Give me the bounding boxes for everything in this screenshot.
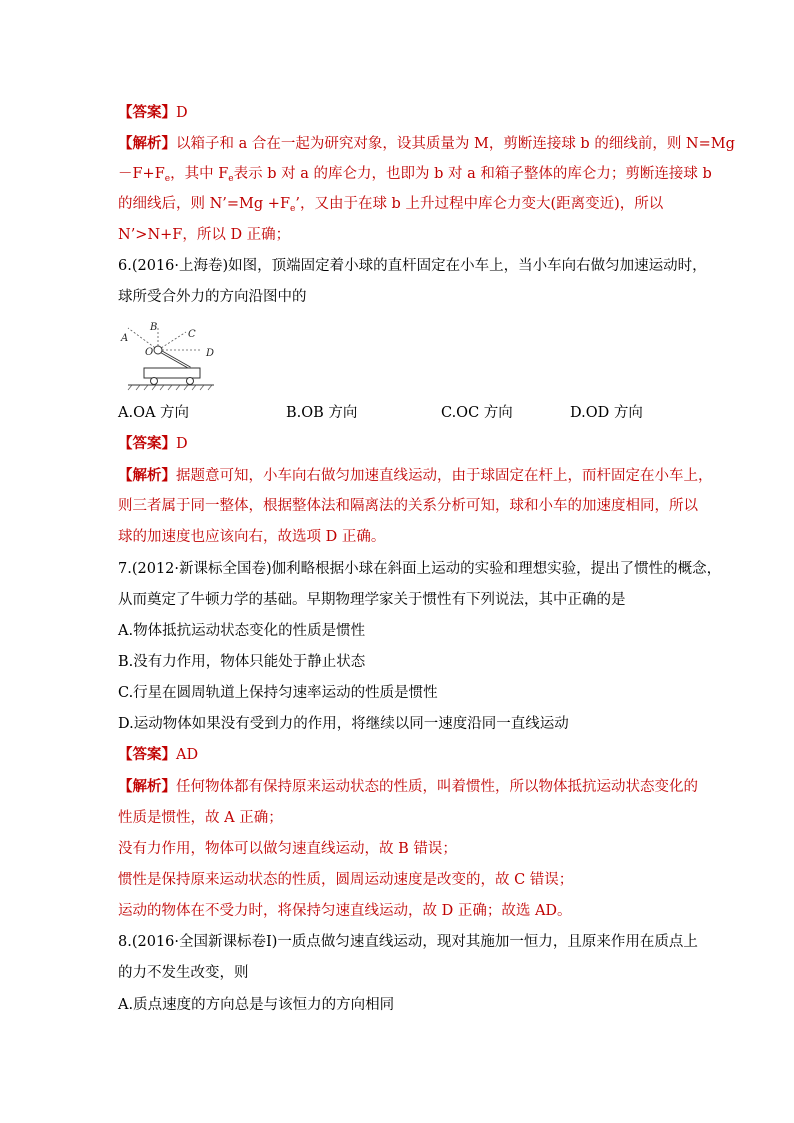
q5-analysis-line-2 <box>118 164 712 189</box>
q6-answer-line <box>118 434 188 454</box>
analysis-text: ’，又由于在球 b 上升过程中库仑力变大(距离变近)，所以 <box>295 196 664 212</box>
cart-rod-ball-figure <box>118 320 228 392</box>
analysis-tag: 【解析】 <box>118 135 176 152</box>
q8-stem-line-2: 的力不发生改变，则 <box>118 965 249 981</box>
q6-analysis-line-3: 球的加速度也应该向右，故选项 D 正确。 <box>118 529 386 545</box>
q7-answer-line <box>118 745 198 765</box>
q7-analysis-line-3: 没有力作用，物体可以做匀速直线运动，故 B 错误； <box>118 841 457 857</box>
ball <box>154 346 162 354</box>
analysis-text: 表示 b 对 a 的库仑力，也即为 b 对 a 和箱子整体的库仑力；剪断连接球 b <box>233 166 712 182</box>
subscript: e <box>290 204 296 214</box>
q5-answer-line <box>118 103 188 123</box>
ground-hatching <box>128 385 212 390</box>
q6-stem-line-1: 6.(2016·上海卷)如图，顶端固定着小球的直杆固定在小车上，当小车向右做匀加速运动时， <box>118 258 707 274</box>
answer-tag: 【答案】 <box>118 746 176 763</box>
q7-analysis-line-2: 性质是惯性，故 A 正确； <box>118 810 283 826</box>
q6-option-d: D.OD 方向 <box>570 405 643 421</box>
answer-value: D <box>176 105 188 121</box>
label-o: O <box>145 347 154 358</box>
analysis-text: 的细线后，则 N’=Mg +F <box>118 196 291 212</box>
label-c: C <box>188 329 196 340</box>
answer-value: AD <box>176 747 199 763</box>
answer-tag: 【答案】 <box>118 435 176 452</box>
analysis-text: －F+F <box>118 166 165 182</box>
answer-tag: 【答案】 <box>118 104 176 121</box>
q7-option-b: B.没有力作用，物体只能处于静止状态 <box>118 654 366 670</box>
q7-option-c: C.行星在圆周轨道上保持匀速率运动的性质是惯性 <box>118 685 438 701</box>
q7-analysis-line-5: 运动的物体在不受力时，将保持匀速直线运动，故 D 正确；故选 AD。 <box>118 903 572 919</box>
q6-analysis-line-2: 则三者属于同一整体，根据整体法和隔离法的关系分析可知，球和小车的加速度相同，所以 <box>118 498 698 514</box>
q6-stem-line-2: 球所受合外力的方向沿图中的 <box>118 289 307 305</box>
q5-analysis-line-4 <box>118 225 290 245</box>
q5-analysis-line-1 <box>118 134 735 154</box>
q7-stem-line-1: 7.(2012·新课标全国卷)伽利略根据小球在斜面上运动的实验和理想实验，提出了惯性的概念， <box>118 561 722 577</box>
analysis-text: 任何物体都有保持原来运动状态的性质，叫着惯性，所以物体抵抗运动状态变化的 <box>176 779 698 795</box>
analysis-text: 以箱子和 a 合在一起为研究对象，设其质量为 M，剪断连接球 b 的细线前，则 N=Mg <box>176 136 735 152</box>
cart-wheel-right <box>187 378 194 385</box>
q7-analysis-line-1 <box>118 777 698 797</box>
q7-analysis-line-4: 惯性是保持原来运动状态的性质，圆周运动速度是改变的，故 C 错误； <box>118 872 574 888</box>
cart-body <box>144 368 200 378</box>
analysis-tag: 【解析】 <box>118 778 176 795</box>
q7-option-d: D.运动物体如果没有受到力的作用，将继续以同一速度沿同一直线运动 <box>118 716 569 732</box>
label-b: B <box>150 322 158 333</box>
q6-option-c: C.OC 方向 <box>441 405 513 421</box>
label-a: A <box>121 333 129 344</box>
q7-option-a: A.物体抵抗运动状态变化的性质是惯性 <box>118 623 366 639</box>
analysis-tag: 【解析】 <box>118 467 176 484</box>
q8-stem-line-1: 8.(2016·全国新课标卷Ⅰ)一质点做匀速直线运动，现对其施加一恒力，且原来作用在质点上 <box>118 934 698 950</box>
subscript: e <box>164 174 171 184</box>
q6-analysis-line-1 <box>118 466 713 486</box>
rod-highlight <box>160 351 190 368</box>
subscript: e <box>228 174 234 184</box>
analysis-text: N’>N+F，所以 D 正确； <box>118 227 291 243</box>
q8-option-a: A.质点速度的方向总是与该恒力的方向相同 <box>118 997 395 1013</box>
dashed-line-oc <box>158 332 186 350</box>
answer-value: D <box>176 436 188 452</box>
label-d: D <box>206 348 215 359</box>
analysis-text: 据题意可知，小车向右做匀加速直线运动，由于球固定在杆上，而杆固定在小车上， <box>176 468 713 484</box>
q6-option-a: A.OA 方向 <box>118 405 190 421</box>
cart-wheel-left <box>151 378 158 385</box>
q5-analysis-line-3 <box>118 194 663 219</box>
q6-option-b: B.OB 方向 <box>286 405 358 421</box>
q7-stem-line-2: 从而奠定了牛顿力学的基础。早期物理学家关于惯性有下列说法，其中正确的是 <box>118 592 626 608</box>
analysis-text: ，其中 F <box>170 166 229 182</box>
